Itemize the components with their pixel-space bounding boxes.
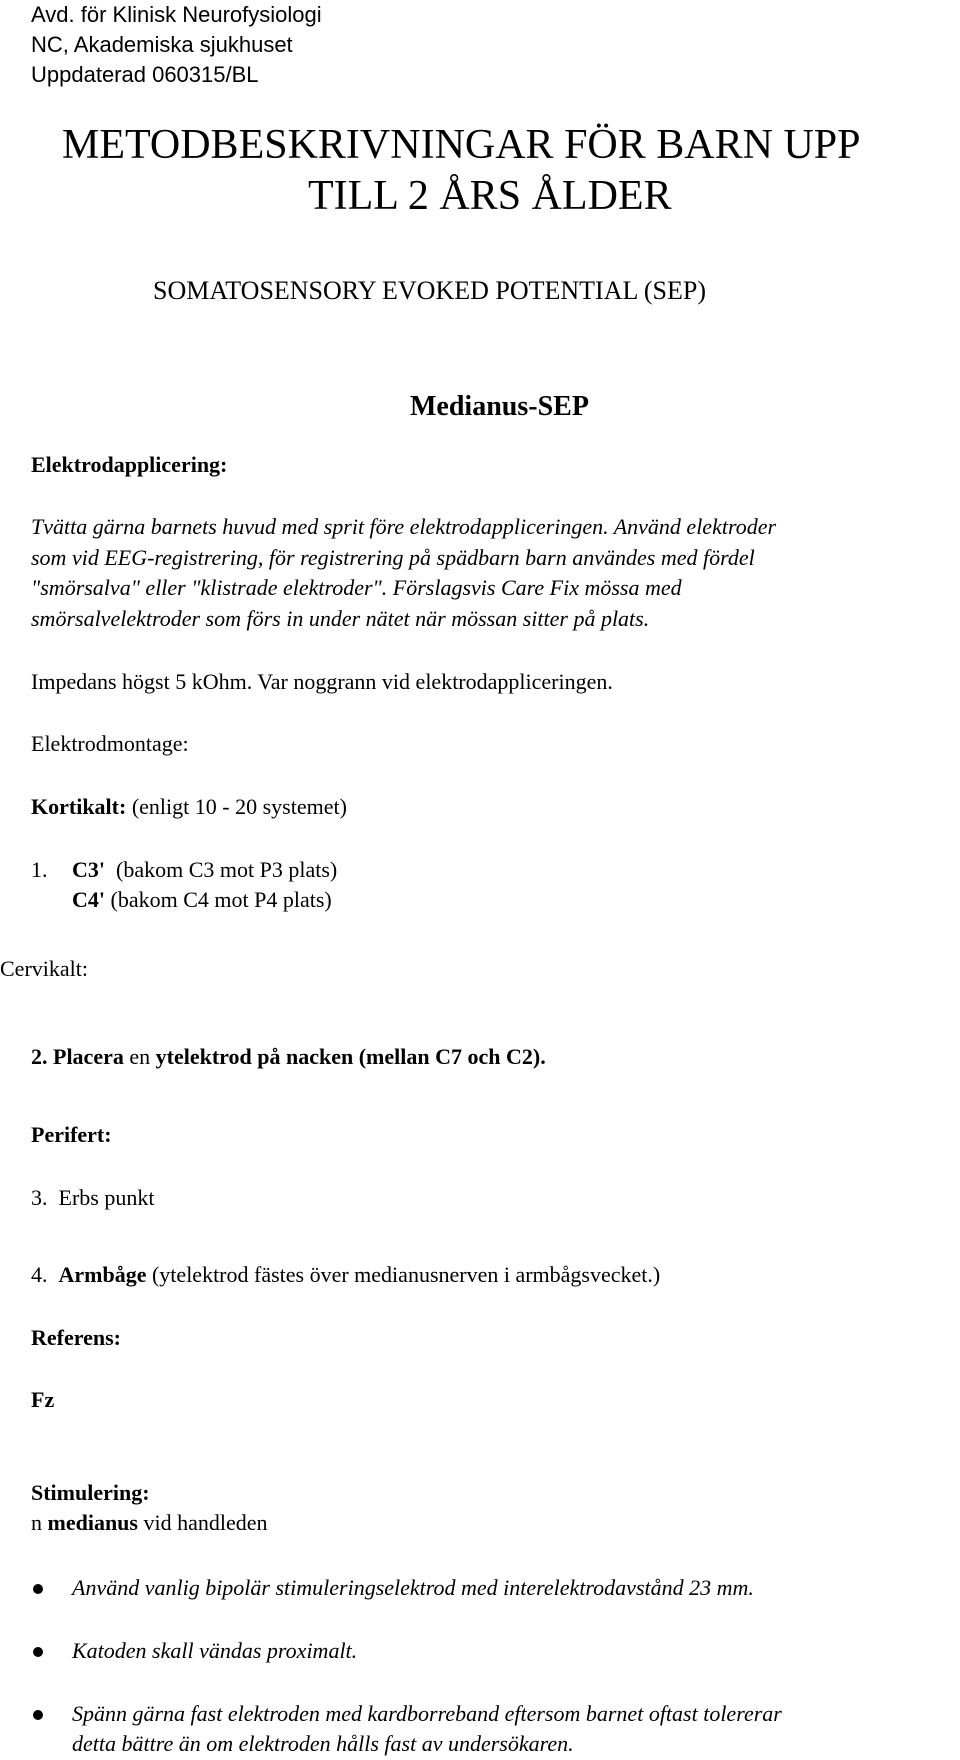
medianus-heading: Medianus-SEP: [410, 391, 589, 422]
stim-pre: n: [31, 1510, 42, 1535]
item2-placera: Placera: [53, 1044, 124, 1069]
page-subtitle: SOMATOSENSORY EVOKED POTENTIAL (SEP): [153, 276, 707, 305]
impedans-note: Impedans högst 5 kOhm. Var noggrann vid elektrodappliceringen.: [31, 669, 613, 694]
kortikalt-row: [31, 792, 347, 822]
bullet-icon: [33, 1710, 43, 1720]
kortikalt-label: Kortikalt:: [31, 794, 127, 819]
kortikalt-note: (enligt 10 - 20 systemet): [131, 794, 347, 819]
item4-num: 4.: [31, 1262, 48, 1287]
c3-code: C3': [72, 857, 105, 882]
stimulering-label: Stimulering:: [31, 1480, 150, 1505]
referens-value: Fz: [31, 1387, 55, 1412]
instruction-line: smörsalvelektroder som förs in under nätet när mössan sitter på plats.: [31, 606, 650, 631]
perifert-label: Perifert:: [31, 1122, 112, 1147]
item1b-row: [72, 885, 332, 915]
stimulering-site: [31, 1508, 268, 1538]
page-title-line1: METODBESKRIVNINGAR FÖR BARN UPP: [62, 122, 861, 168]
stim-bullet-item-cont: detta bättre än om elektroden hålls fast av undersökaren.: [72, 1731, 574, 1756]
elektrodapplicering-label: Elektrodapplicering:: [31, 452, 228, 477]
stim-bullet-item: Spänn gärna fast elektroden med kardborreband eftersom barnet oftast tolererar: [72, 1701, 782, 1726]
c4-code: C4': [72, 887, 105, 912]
item2-row: [31, 1042, 546, 1072]
referens-label: Referens:: [31, 1325, 121, 1350]
instruction-line: Tvätta gärna barnets huvud med sprit före elektrodappliceringen. Använd elektroder: [31, 514, 777, 539]
stim-bullet-item: Använd vanlig bipolär stimuleringselektrod med interelektrodavstånd 23 mm.: [72, 1575, 754, 1600]
bullet-icon: [33, 1584, 43, 1594]
updated-line: Uppdaterad 060315/BL: [31, 62, 259, 87]
elektrodmontage-label: Elektrodmontage:: [31, 731, 189, 756]
c3-text: (bakom C3 mot P3 plats): [116, 857, 338, 882]
instruction-line: "smörsalva" eller "klistrade elektroder". Förslagsvis Care Fix mössa med: [31, 575, 682, 600]
item2-en: en: [129, 1044, 151, 1069]
stim-medianus: medianus: [47, 1510, 138, 1535]
item4-row: [31, 1260, 660, 1290]
department-line: Avd. för Klinisk Neurofysiologi: [31, 2, 322, 27]
stim-bullet-item: Katoden skall vändas proximalt.: [72, 1638, 358, 1663]
c4-text: (bakom C4 mot P4 plats): [110, 887, 332, 912]
item2-text: ytelektrod på nacken (mellan C7 och C2).: [155, 1044, 546, 1069]
instruction-line: som vid EEG-registrering, för registrering på spädbarn barn användes med fördel: [31, 545, 755, 570]
item2-num: 2.: [31, 1044, 48, 1069]
item4-text: (ytelektrod fästes över medianusnerven i armbågsvecket.): [151, 1262, 661, 1287]
stim-post: vid handleden: [143, 1510, 268, 1535]
bullet-icon: [33, 1647, 43, 1657]
hospital-line: NC, Akademiska sjukhuset: [31, 32, 293, 57]
page-title-line2: TILL 2 ÅRS ÅLDER: [308, 173, 672, 219]
item1a-row: [72, 855, 337, 885]
item3-row: 3. Erbs punkt: [31, 1185, 155, 1210]
item1-num: 1.: [31, 857, 48, 882]
item4-armbage: Armbåge: [58, 1262, 147, 1287]
cervikalt-label: Cervikalt:: [0, 956, 88, 981]
